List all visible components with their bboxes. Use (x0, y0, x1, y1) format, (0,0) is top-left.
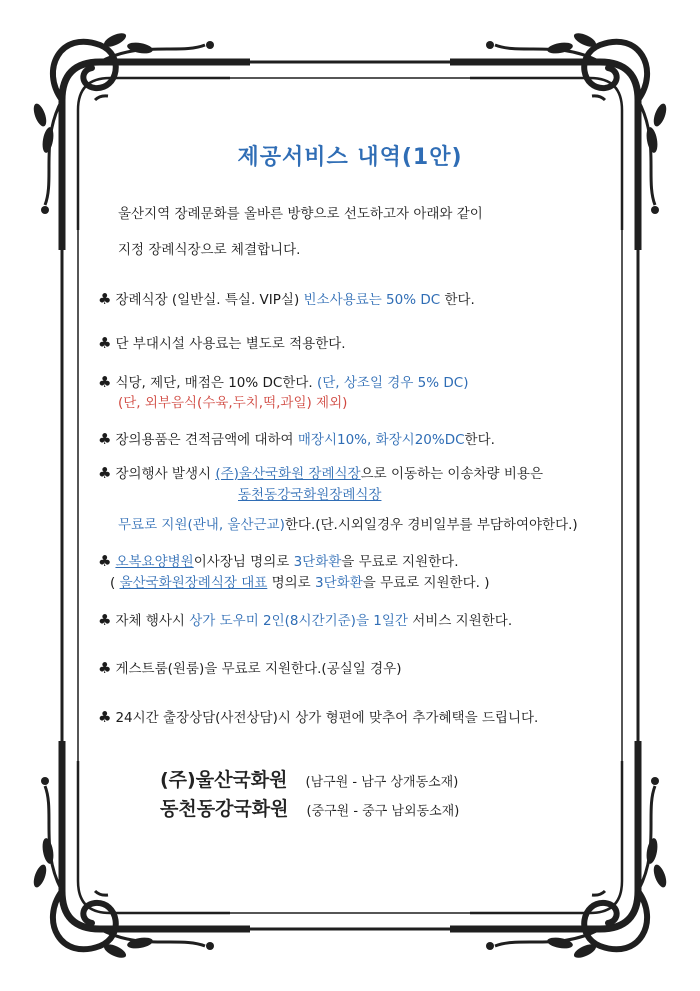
club-bullet-icon: ♣ (98, 334, 112, 352)
item-transport-venue: 동천동강국화원장례식장 (238, 487, 382, 503)
item-helpers: ♣ 자체 행사시 상가 도우미 2인(8시간기준)을 1일간 서비스 지원한다. (98, 611, 513, 629)
club-bullet-icon: ♣ (98, 659, 112, 677)
club-bullet-icon: ♣ (98, 290, 112, 308)
club-bullet-icon: ♣ (98, 373, 112, 391)
org-location: (남구원 - 남구 상개동소재) (305, 775, 459, 790)
club-bullet-icon: ♣ (98, 708, 112, 726)
item-restaurant-discount: ♣ 식당, 제단, 매점은 10% DC한다. (단, 상조일 경우 5% DC) (98, 373, 469, 391)
item-transport-free: 무료로 지원(관내, 울산근교)한다.(단.시외일경우 경비일부를 부담하여야한다.) (118, 517, 578, 533)
item-wreath-1: ♣ 오복요양병원이사장님 명의로 3단화환을 무료로 지원한다. (98, 552, 459, 570)
item-funeral-goods: ♣ 장의용품은 견적금액에 대하여 매장시10%, 화장시20%DC한다. (98, 430, 495, 448)
item-consultation: ♣ 24시간 출장상담(사전상담)시 상가 형편에 맞추어 추가혜택을 드립니다. (98, 708, 539, 726)
footer-org-1 (160, 768, 458, 795)
club-bullet-icon: ♣ (98, 464, 112, 482)
item-room-discount: ♣ 장례식장 (일반실. 특실. VIP실) 빈소사용료는 50% DC 한다. (98, 290, 475, 308)
item-transport: ♣ 장의행사 발생시 (주)울산국화원 장례식장으로 이동하는 이송차량 비용은 (98, 464, 543, 482)
page-title: 제공서비스 내역(1안) (237, 145, 463, 170)
club-bullet-icon: ♣ (98, 552, 112, 570)
item-facility-fee: ♣ 단 부대시설 사용료는 별도로 적용한다. (98, 334, 346, 352)
club-bullet-icon: ♣ (98, 611, 112, 629)
item-restaurant-exception: (단, 외부음식(수육,두치,떡,과일) 제외) (118, 395, 348, 411)
org-name: (주)울산국화원 (160, 769, 288, 791)
club-bullet-icon: ♣ (98, 430, 112, 448)
org-location: (중구원 - 중구 남외동소재) (306, 804, 460, 819)
org-name: 동천동강국화원 (160, 798, 289, 820)
item-wreath-2: ( 울산국화원장례식장 대표 명의로 3단화환을 무료로 지원한다. ) (110, 575, 490, 591)
item-guestroom: ♣ 게스트룸(원룸)을 무료로 지원한다.(공실일 경우) (98, 659, 402, 677)
intro-line-1: 울산지역 장례문화를 올바른 방향으로 선도하고자 아래와 같이 (118, 206, 483, 222)
footer-org-2 (160, 797, 459, 824)
intro-line-2: 지정 장례식장으로 체결합니다. (118, 242, 301, 258)
